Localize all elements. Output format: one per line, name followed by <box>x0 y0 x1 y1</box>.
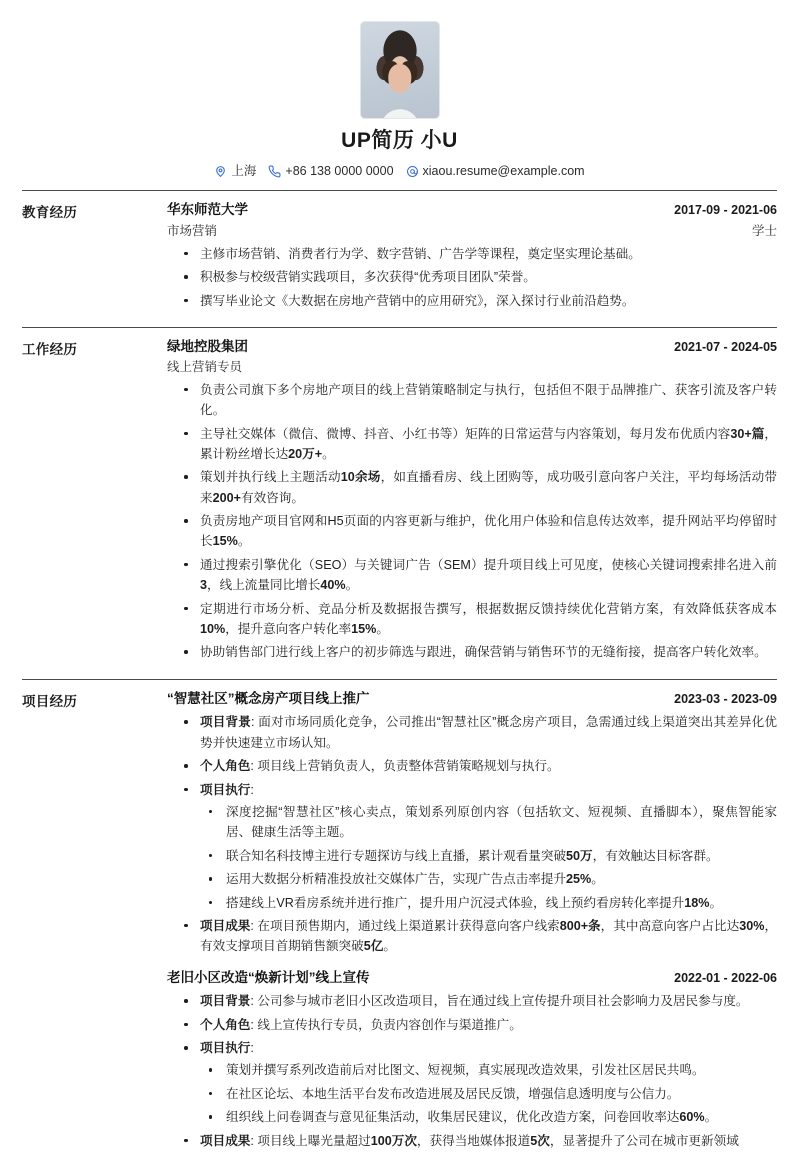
contact-email <box>406 165 585 178</box>
bullet-text: 个人角色: 线上宣传执行专员，负责内容创作与渠道推广。 <box>200 1017 522 1032</box>
bullet-item <box>167 642 777 662</box>
experience-entry <box>167 689 777 957</box>
email-at-icon <box>406 165 419 178</box>
bullet-item <box>167 380 777 421</box>
bullet-text: 主导社交媒体（微信、微博、抖音、小红书等）矩阵的日常运营与内容策划，每月发布优质内容30+篇，累计粉丝增长达20万+。 <box>200 426 777 461</box>
bullet-text: 项目成果: 项目线上曝光量超过100万次，获得当地媒体报道5次，显著提升了公司在城市更新领域 <box>200 1133 739 1148</box>
section-divider <box>22 679 777 680</box>
bullet-text: 通过搜索引擎优化（SEO）与关键词广告（SEM）提升项目线上可见度，使核心关键词搜索排名进入前3，线上流量同比增长40%。 <box>200 557 777 593</box>
bullet-item <box>167 1015 777 1035</box>
section-label: 项目经历 <box>22 693 78 709</box>
bullet-item <box>167 780 777 913</box>
bullet-item <box>167 756 777 776</box>
bullet-text: 搭建线上VR看房系统并进行推广，提升用户沉浸式体验，线上预约看房转化率提升18%。 <box>226 895 723 910</box>
entry-title: 华东师范大学 <box>167 202 248 218</box>
bullet-text: 深度挖掘“智慧社区”核心卖点，策划系列原创内容（包括软文、短视频、直播脚本），聚焦智能家居、健康生活等主题。 <box>226 804 777 840</box>
nested-bullet-list <box>200 1060 777 1127</box>
entry-subtitle: 线上营销专员 <box>167 359 243 374</box>
section-divider <box>22 190 777 191</box>
bullet-text: 项目执行: <box>200 782 254 797</box>
section-body <box>22 200 777 327</box>
bullet-item <box>167 555 777 596</box>
resume-sections <box>0 190 799 1167</box>
entry-header <box>167 337 777 357</box>
experience-entry <box>167 200 777 311</box>
bullet-text: 项目背景: 公司参与城市老旧小区改造项目，旨在通过线上宣传提升项目社会影响力及居民参与度。 <box>200 994 749 1009</box>
bullet-text: 负责房地产项目官网和H5页面的内容更新与维护，优化用户体验和信息传达效率，提升网站平均停留时长15%。 <box>200 514 777 549</box>
nested-bullet-item <box>200 1060 777 1080</box>
location-pin-icon <box>214 165 227 178</box>
phone-icon <box>268 165 281 178</box>
section-label: 工作经历 <box>22 342 78 358</box>
bullet-text: 项目成果: 在项目预售期内，通过线上渠道累计获得意向客户线索800+条，其中高意向客户占比达30%，有效支撑项目首期销售额突破5亿。 <box>200 918 778 954</box>
resume-section <box>0 679 799 1167</box>
nested-bullet-item <box>200 869 777 889</box>
nested-bullet-item <box>200 893 777 913</box>
section-content <box>167 689 777 1154</box>
entry-header <box>167 968 777 988</box>
avatar <box>361 22 439 118</box>
nested-bullet-item <box>200 846 777 866</box>
resume-section <box>0 327 799 679</box>
nested-bullet-item <box>200 1084 777 1104</box>
contact-email-text: xiaou.resume@example.com <box>422 164 585 179</box>
resume-header <box>0 0 799 190</box>
bullet-text: 联合知名科技博主进行专题探访与线上直播，累计观看量突破50万，有效触达目标客群。 <box>226 848 719 863</box>
nested-bullet-list <box>200 802 777 913</box>
bullet-text: 撰写毕业论文《大数据在房地产营销中的应用研究》，深入探讨行业前沿趋势。 <box>200 293 635 308</box>
section-body <box>22 337 777 679</box>
section-divider <box>22 327 777 328</box>
bullet-item <box>167 511 777 552</box>
section-content <box>167 200 777 314</box>
entry-subtitle-row <box>167 358 777 376</box>
bullet-text: 负责公司旗下多个房地产项目的线上营销策略制定与执行，包括但不限于品牌推广、获客引流及客户转化。 <box>200 382 777 418</box>
section-content <box>167 337 777 666</box>
bullet-list <box>167 380 777 663</box>
bullet-text: 主修市场营销、消费者行为学、数字营销、广告学等课程，奠定坚实理论基础。 <box>200 246 641 261</box>
page-title: UP简历 小U <box>341 129 458 152</box>
section-label: 教育经历 <box>22 205 78 221</box>
bullet-list <box>167 244 777 311</box>
entry-date: 2023-03 - 2023-09 <box>674 691 777 706</box>
bullet-text: 个人角色: 项目线上营销负责人，负责整体营销策略规划与执行。 <box>200 759 560 774</box>
bullet-text: 策划并执行线上主题活动10余场，如直播看房、线上团购等，成功吸引意向客户关注，平均每场活动带来200+有效咨询。 <box>200 470 778 505</box>
entry-degree: 学士 <box>751 223 777 238</box>
bullet-item <box>167 599 777 640</box>
resume-section <box>0 190 799 327</box>
bullet-item <box>167 1131 777 1151</box>
bullet-item <box>167 712 777 753</box>
entry-subtitle-row <box>167 221 777 240</box>
bullet-item <box>167 467 777 508</box>
entry-title: 老旧小区改造“焕新计划”线上宣传 <box>167 969 370 985</box>
bullet-text: 策划并撰写系列改造前后对比图文、短视频，真实展现改造效果，引发社区居民共鸣。 <box>226 1063 705 1078</box>
bullet-text: 积极参与校级营销实践项目，多次获得“优秀项目团队”荣誉。 <box>200 270 536 285</box>
bullet-item <box>167 991 777 1011</box>
nested-bullet-item <box>200 1107 777 1127</box>
contact-phone <box>268 165 393 178</box>
bullet-text: 协助销售部门进行线上客户的初步筛选与跟进，确保营销与销售环节的无缝衔接，提高客户转化效率。 <box>200 645 767 660</box>
contact-info-row <box>0 165 799 178</box>
entry-date: 2017-09 - 2021-06 <box>674 203 777 218</box>
entry-subtitle: 市场营销 <box>167 223 218 238</box>
bullet-item <box>167 244 777 264</box>
bullet-item <box>167 1038 777 1128</box>
bullet-list <box>167 991 777 1151</box>
contact-location-text: 上海 <box>231 164 257 179</box>
bullet-text: 项目背景: 面对市场同质化竞争，公司推出“智慧社区”概念房产项目，急需通过线上渠道突出其差异化优势并快速建立市场认知。 <box>200 715 778 750</box>
nested-bullet-item <box>200 802 777 843</box>
bullet-text: 在社区论坛、本地生活平台发布改造进展及居民反馈，增强信息透明度与公信力。 <box>226 1086 680 1101</box>
entry-header <box>167 689 777 709</box>
contact-location <box>214 165 256 178</box>
bullet-text: 定期进行市场分析、竞品分析及数据报告撰写，根据数据反馈持续优化营销方案，有效降低获客成本10%，提升意向客户转化率15%。 <box>200 601 777 637</box>
bullet-text: 组织线上问卷调查与意见征集活动，收集居民建议，优化改造方案，问卷回收率达60%。 <box>226 1110 718 1125</box>
bullet-item <box>167 916 777 957</box>
bullet-item <box>167 267 777 287</box>
bullet-list <box>167 712 777 956</box>
experience-entry <box>167 968 777 1151</box>
portrait-photo-image <box>361 22 439 118</box>
bullet-text: 运用大数据分析精准投放社交媒体广告，实现广告点击率提升25%。 <box>226 872 604 887</box>
experience-entry <box>167 337 777 663</box>
contact-phone-text: +86 138 0000 0000 <box>285 164 394 179</box>
bullet-item <box>167 291 777 311</box>
entry-date: 2022-01 - 2022-06 <box>674 970 777 985</box>
bullet-text: 项目执行: <box>200 1041 254 1056</box>
entry-title: “智慧社区”概念房产项目线上推广 <box>167 690 370 706</box>
entry-header <box>167 200 777 220</box>
entry-date: 2021-07 - 2024-05 <box>674 340 777 355</box>
bullet-item <box>167 424 777 465</box>
section-body <box>22 689 777 1167</box>
entry-title: 绿地控股集团 <box>167 339 248 355</box>
